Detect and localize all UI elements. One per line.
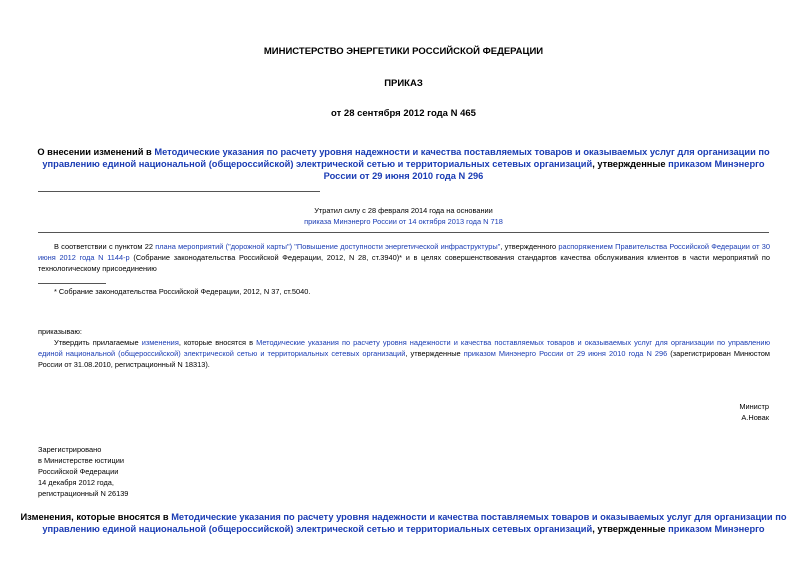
order-link-methodology[interactable]: Методические указания по расчету уровня надежности и качества поставляемых товаров и оказываемых услуг для организации по управлению единой национальной (общероссийской) электрической сетью и территориальных сетевых организаций	[38, 338, 770, 358]
registration-line-4: 14 декабря 2012 года,	[38, 478, 114, 487]
preamble-link-decree[interactable]: распоряжением Правительства Российской Федерации от 30 июня 2012 года N 1144-р	[38, 242, 770, 262]
order-text-3: , утвержденные	[405, 349, 464, 358]
doc-date-number: от 28 сентября 2012 года N 465	[331, 108, 476, 119]
preamble-link-roadmap[interactable]: плана мероприятий ("дорожной карты") "Повышение доступности энергетической инфраструктуры"	[155, 242, 501, 251]
footnote-divider	[38, 283, 106, 284]
registration-line-2: в Министерстве юстиции	[38, 456, 125, 465]
title-link-methodology[interactable]: Методические указания по расчету уровня надежности и качества поставляемых товаров и оказываемых услуг для организации по управлению единой национальной (общероссийской) электрической сетью и территориальных сетевых организаций	[42, 147, 770, 169]
registration-line-3: Российской Федерации	[38, 467, 119, 476]
title-text-2: , утвержденные	[592, 159, 669, 169]
registration-line-5: регистрационный N 26139	[38, 489, 129, 498]
changes-text-2: , утвержденные	[592, 524, 669, 534]
changes-link-methodology[interactable]: Методические указания по расчету уровня надежности и качества поставляемых товаров и оказываемых услуг для организации по управлению единой национальной (общероссийской) электрической сетью и территориальных сетевых организаций	[42, 512, 787, 534]
registration-block	[38, 444, 128, 499]
divider-short	[38, 191, 320, 192]
signature-position: Министр	[739, 402, 769, 411]
order-text-2: , которые вносятся в	[178, 338, 257, 347]
title-link-order-296[interactable]: приказом Минэнерго России от 29 июня 2010 года N 296	[323, 159, 765, 181]
changes-title	[20, 511, 787, 543]
divider-full	[38, 232, 769, 233]
changes-link-order[interactable]: приказом Минэнерго	[668, 524, 765, 534]
status-link-order-718[interactable]: приказа Минэнерго России от 14 октября 2013 года N 718	[304, 217, 503, 226]
preamble-text-1: В соответствии с пунктом 22	[54, 242, 156, 251]
order-link-order-296[interactable]: приказом Минэнерго России от 29 июня 2010 года N 296	[463, 349, 668, 358]
changes-text-1: Изменения, которые вносятся в	[20, 512, 172, 522]
footnote: * Собрание законодательства Российской Федерации, 2012, N 37, ст.5040.	[54, 287, 311, 296]
registration-line-1: Зарегистрировано	[38, 445, 102, 454]
doc-type-heading: ПРИКАЗ	[384, 78, 423, 89]
signature-block	[739, 401, 769, 423]
status-line: Утратил силу с 28 февраля 2014 года на основании	[314, 206, 493, 215]
ministry-heading: МИНИСТЕРСТВО ЭНЕРГЕТИКИ РОССИЙСКОЙ ФЕДЕРАЦИИ	[263, 46, 544, 57]
order-text-1: Утвердить прилагаемые	[54, 338, 142, 347]
order-prikazyvayu: приказываю:	[38, 327, 82, 336]
order-title	[30, 146, 777, 182]
preamble-paragraph	[38, 241, 770, 274]
title-text-1: О внесении изменений в	[37, 147, 155, 157]
preamble-text-3: (Собрание законодательства Российской Федерации, 2012, N 28, ст.3940)* и в целях совершенствования стандартов качества обслуживания клиентов в части мероприятий по технологическому присоединению	[38, 253, 770, 273]
preamble-text-2: , утвержденного	[500, 242, 559, 251]
status-block	[0, 205, 807, 227]
order-paragraph	[38, 337, 770, 370]
order-link-changes[interactable]: изменения	[141, 338, 179, 347]
signature-name: А.Новак	[741, 413, 769, 422]
order-text-4: (зарегистрирован Минюстом России от 31.08.2010, регистрационный N 18313).	[38, 349, 770, 369]
